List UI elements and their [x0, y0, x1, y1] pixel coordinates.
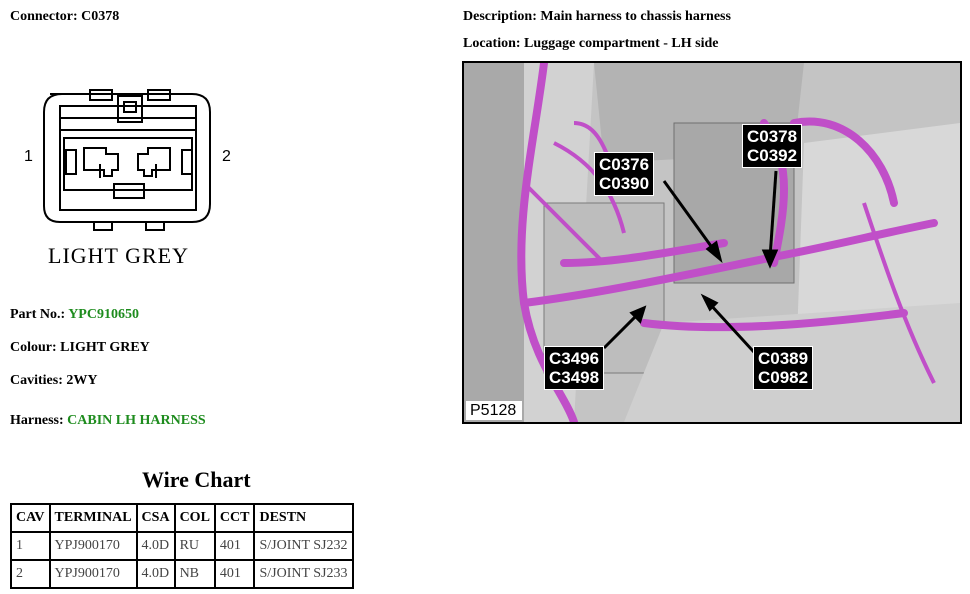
table-row: [11, 532, 353, 560]
cell: RU: [175, 532, 215, 560]
pin-1-label: 1: [24, 148, 33, 165]
cell: 401: [215, 560, 255, 588]
callout-line: C0389: [758, 349, 809, 368]
cell: 4.0D: [137, 560, 175, 588]
callout-line: C0982: [758, 368, 809, 387]
part-number-label: Part No.:: [10, 307, 66, 322]
callout-line: C0392: [747, 146, 798, 165]
cell: 401: [215, 532, 255, 560]
table-row: [11, 560, 353, 588]
location: Location: Luggage compartment - LH side: [463, 36, 719, 51]
harness-link[interactable]: CABIN LH HARNESS: [67, 413, 206, 428]
col-header: TERMINAL: [50, 504, 137, 532]
callout-line: C3496: [549, 349, 600, 368]
col-header: CAV: [11, 504, 50, 532]
callout-c0376-c0390: [594, 152, 654, 196]
connector-colour-caption: LIGHT GREY: [48, 243, 189, 268]
harness: [10, 413, 206, 429]
callout-line: C3498: [549, 368, 600, 387]
connector-face-diagram: [20, 88, 220, 238]
pin-2-label: 2: [222, 148, 231, 165]
cell: S/JOINT SJ233: [254, 560, 352, 588]
callout-line: C0390: [599, 174, 650, 193]
callout-line: C0376: [599, 155, 650, 174]
harness-label: Harness:: [10, 413, 64, 428]
wire-chart-table: [10, 503, 354, 589]
col-header: CSA: [137, 504, 175, 532]
wire-chart-title: Wire Chart: [142, 467, 251, 492]
vehicle-interior-illustration: [464, 63, 960, 422]
cell: 4.0D: [137, 532, 175, 560]
part-number: [10, 307, 139, 323]
photo-reference: P5128: [466, 401, 522, 420]
callout-c0389-c0982: [753, 346, 813, 390]
cell: YPJ900170: [50, 532, 137, 560]
col-header: DESTN: [254, 504, 352, 532]
cell: 2: [11, 560, 50, 588]
description: Description: Main harness to chassis harness: [463, 9, 731, 24]
col-header: CCT: [215, 504, 255, 532]
col-header: COL: [175, 504, 215, 532]
cell: 1: [11, 532, 50, 560]
colour: Colour: LIGHT GREY: [10, 340, 150, 355]
cavities: Cavities: 2WY: [10, 373, 98, 388]
callout-line: C0378: [747, 127, 798, 146]
location-illustration: [462, 61, 962, 424]
part-number-link[interactable]: YPC910650: [68, 307, 139, 322]
cell: NB: [175, 560, 215, 588]
cell: S/JOINT SJ232: [254, 532, 352, 560]
cell: YPJ900170: [50, 560, 137, 588]
callout-c3496-c3498: [544, 346, 604, 390]
table-header-row: [11, 504, 353, 532]
callout-c0378-c0392: [742, 124, 802, 168]
connector-id: Connector: C0378: [10, 9, 120, 24]
